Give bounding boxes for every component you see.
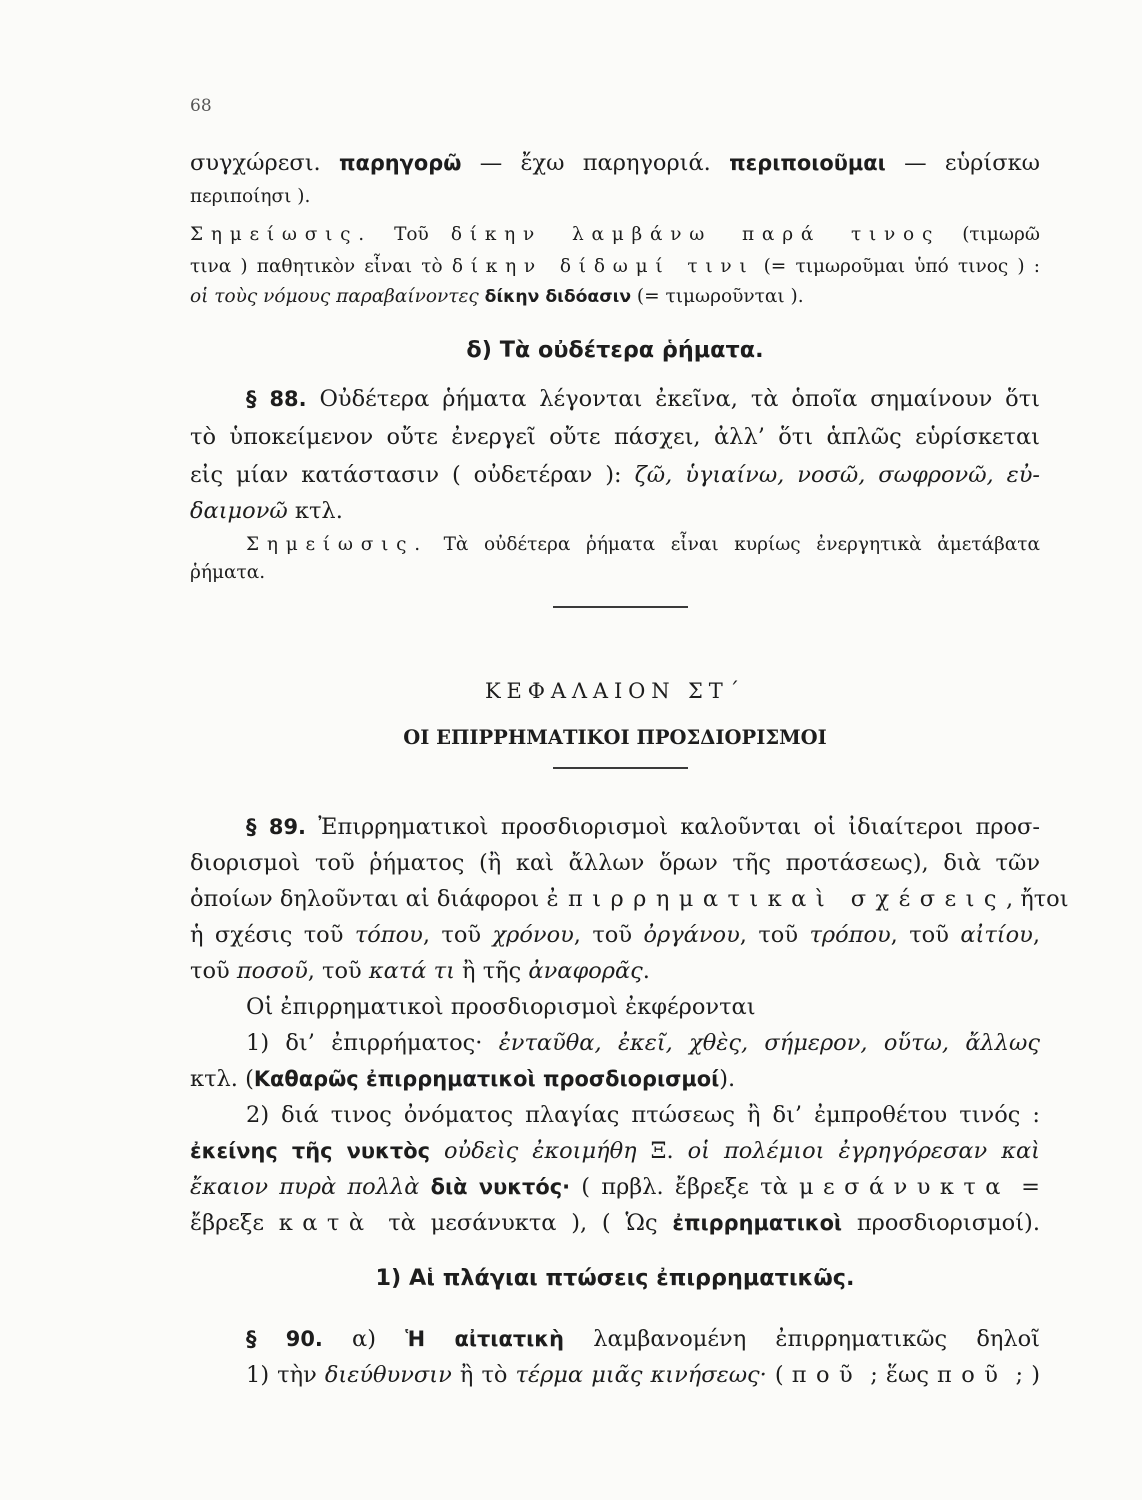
text-line: ὁποίων δηλοῦνται αἱ διάφοροι ἐπιρρηματικαὶ σχέσεις, ἤτοι xyxy=(190,886,1069,912)
text-line: 1) τὴν διεύθυνσιν ἢ τὸ τέρμα μιᾶς κινήσεως· ( ποῦ ; ἕως ποῦ ; ) xyxy=(246,1362,1040,1388)
text-line: § 89. Ἐπιρρηματικοὶ προσδιορισμοὶ καλοῦνται οἱ ἰδιαίτεροι προσ- xyxy=(246,814,1040,840)
note-line: τινα ) παθητικὸν εἶναι τὸ δίκην δίδωμί τινι (= τιμωροῦμαι ὑπό τινος ) : xyxy=(190,256,1040,277)
text-line: ἡ σχέσις τοῦ τόπου, τοῦ χρόνου, τοῦ ὀργάνου, τοῦ τρόπου, τοῦ αἰτίου, xyxy=(190,922,1040,948)
text-line: 1) δι’ ἐπιρρήματος· ἐνταῦθα, ἐκεῖ, χθὲς, σήμερον, οὕτω, ἄλλως xyxy=(246,1030,1040,1056)
divider xyxy=(553,606,688,608)
text-line: δαιμονῶ κτλ. xyxy=(190,498,343,524)
note-line: Σημείωσις. Τὰ οὐδέτερα ῥήματα εἶναι κυρίως ἐνεργητικὰ ἀμετάβατα xyxy=(246,534,1040,555)
note-line: ῥήματα. xyxy=(190,562,266,583)
text-line: συγχώρεσι. παρηγορῶ — ἔχω παρηγοριά. περιποιοῦμαι — εὑρίσκω xyxy=(190,150,1040,176)
text-line: κτλ. (Καθαρῶς ἐπιρρηματικοὶ προσδιορισμοί). xyxy=(190,1066,736,1092)
section-heading: 1) Αἱ πλάγιαι πτώσεις ἐπιρρηματικῶς. xyxy=(375,1265,855,1291)
chapter-title: ΟΙ ΕΠΙΡΡΗΜΑΤΙΚΟΙ ΠΡΟΣΔΙΟΡΙΣΜΟΙ xyxy=(403,726,827,749)
text-line: Οἱ ἐπιρρηματικοὶ προσδιορισμοὶ ἐκφέρονται xyxy=(246,994,756,1020)
text-line: τὸ ὑποκείμενον οὔτε ἐνεργεῖ οὔτε πάσχει, ἀλλ’ ὅτι ἁπλῶς εὑρίσκεται xyxy=(190,424,1040,450)
note-line: οἱ τοὺς νόμους παραβαίνοντες δίκην διδόασιν (= τιμωροῦνται ). xyxy=(190,286,804,307)
text-line: ἔκαιον πυρὰ πολλὰ διὰ νυκτός· ( πρβλ. ἔβρεξε τὰ μεσάνυκτα = xyxy=(190,1174,1040,1200)
text-line: § 90. α) Ἡ αἰτιατικὴ λαμβανομένη ἐπιρρηματικῶς δηλοῖ xyxy=(246,1326,1040,1352)
section-heading: δ) Τὰ οὐδέτερα ῥήματα. xyxy=(466,337,764,363)
text-line: ἐκείνης τῆς νυκτὸς οὐδεὶς ἐκοιμήθη Ξ. οἱ πολέμιοι ἐγρηγόρεσαν καὶ xyxy=(190,1138,1040,1164)
text-line: ἔβρεξε κατὰ τὰ μεσάνυκτα ), ( Ὡς ἐπιρρηματικοὶ προσδιορισμοί). xyxy=(190,1210,1040,1236)
chapter-label: ΚΕΦΑΛΑΙΟΝ ΣΤ΄ xyxy=(484,679,746,703)
text-line: διορισμοὶ τοῦ ῥήματος (ἢ καὶ ἄλλων ὅρων τῆς προτάσεως), διὰ τῶν xyxy=(190,850,1040,876)
note-line: Σημείωσις. Τοῦ δίκην λαμβάνω παρά τινος (τιμωρῶ xyxy=(190,224,1040,245)
text-line: εἰς μίαν κατάστασιν ( οὐδετέραν ): ζῶ, ὑγιαίνω, νοσῶ, σωφρονῶ, εὐ- xyxy=(190,462,1040,488)
page-number: 68 xyxy=(190,96,212,116)
text-line: § 88. Οὐδέτερα ῥήματα λέγονται ἐκεῖνα, τὰ ὁποῖα σημαίνουν ὅτι xyxy=(246,386,1040,412)
text-line: 2) διά τινος ὀνόματος πλαγίας πτώσεως ἢ δι’ ἐμπροθέτου τινός : xyxy=(246,1102,1040,1128)
text-line: περιποίησι ). xyxy=(190,186,311,207)
text-line: τοῦ ποσοῦ, τοῦ κατά τι ἢ τῆς ἀναφορᾶς. xyxy=(190,958,650,984)
divider xyxy=(553,767,688,769)
